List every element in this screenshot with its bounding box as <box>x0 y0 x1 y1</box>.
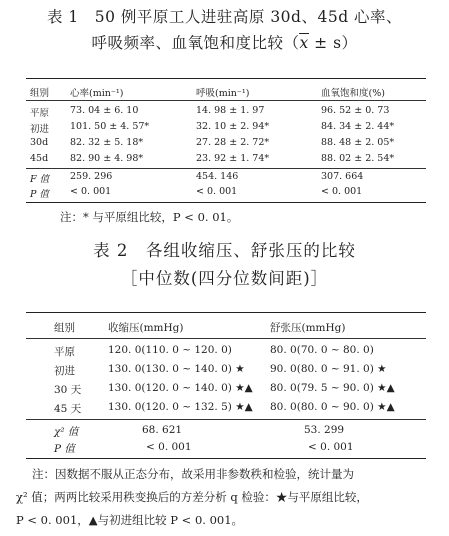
table1-row-group: 30d <box>30 137 49 148</box>
table1-header-group: 组别 <box>30 88 50 99</box>
table2-title-line1: 表 2 各组收缩压、舒张压的比较 <box>93 241 356 260</box>
mean-symbol: x <box>299 34 309 52</box>
table2-header-diastolic: 舒张压(mmHg) <box>270 322 346 334</box>
table2-row-cell: 80. 0(70. 0 ~ 80. 0) <box>270 344 374 356</box>
table1-header-rule <box>26 100 426 101</box>
table2-header-group: 组别 <box>54 322 75 334</box>
table2-row-cell: 90. 0(80. 0 ~ 91. 0) ★ <box>270 363 387 375</box>
table2-bottom-rule <box>26 458 426 459</box>
table2-stat-cell: < 0. 001 <box>146 441 192 453</box>
table1-top-rule <box>26 78 426 79</box>
table1-row-cell: 82. 90 ± 4. 98* <box>70 153 144 164</box>
table2-row-cell: 120. 0(110. 0 ~ 120. 0) <box>108 344 232 356</box>
table2-top-rule <box>26 312 426 313</box>
table2-header-systolic: 收缩压(mmHg) <box>108 322 184 334</box>
table2-stat-cell: < 0. 001 <box>308 441 354 453</box>
table1-row-cell: 88. 48 ± 2. 05* <box>321 137 395 148</box>
table1-header-spo2: 血氧饱和度(%) <box>321 88 385 99</box>
table1-row-cell: 27. 28 ± 2. 72* <box>196 137 270 148</box>
table1-stat-cell: < 0. 001 <box>196 186 238 197</box>
table1-row-cell: 84. 34 ± 2. 44* <box>321 121 395 132</box>
table1-row-group: 平原 <box>30 108 50 119</box>
table1-row-cell: 101. 50 ± 4. 57* <box>70 121 150 132</box>
table2-stat-label: χ² 值 <box>54 426 79 438</box>
table2-title-line2: ［中位数(四分位数间距)］ <box>120 269 329 288</box>
table1-row-cell: 88. 02 ± 2. 54* <box>321 153 395 164</box>
table1-title-line2-pre: 呼吸频率、血氧饱和度比较（ <box>91 34 300 52</box>
table1-note: 注：* 与平原组比较，P < 0. 01。 <box>60 210 239 224</box>
table2-row-group: 初进 <box>54 365 75 377</box>
table2-stat-label: P 值 <box>54 443 75 455</box>
table2-stat-rule <box>26 419 426 420</box>
table1-row-cell: 73. 04 ± 6. 10 <box>70 105 139 116</box>
table2-header-rule <box>26 338 426 339</box>
table1-title-line1: 表 1 50 例平原工人进驻高原 30d、45d 心率、 <box>46 8 403 26</box>
table2-row-cell: 80. 0(79. 5 ~ 90. 0) ★▲ <box>270 382 395 394</box>
table1-stat-label: P 值 <box>30 189 49 200</box>
table1-stat-cell: 259. 296 <box>70 171 113 182</box>
table2-row-cell: 130. 0(130. 0 ~ 140. 0) ★ <box>108 363 245 375</box>
table2-note-line3: P < 0. 001，▲与初进组比较 P < 0. 001。 <box>16 513 244 527</box>
table2-note-line2: χ² 值；两两比较采用秩变换后的方差分析 q 检验：★与平原组比较， <box>16 490 368 504</box>
table1-stat-cell: < 0. 001 <box>70 186 112 197</box>
table1-header-respiration: 呼吸(min⁻¹) <box>196 88 250 99</box>
table1-row-group: 45d <box>30 153 49 164</box>
table2-stat-cell: 53. 299 <box>304 424 345 436</box>
table1-stat-cell: 307. 664 <box>321 171 364 182</box>
table1-row-cell: 23. 92 ± 1. 74* <box>196 153 270 164</box>
table1-stat-cell: 454. 146 <box>196 171 239 182</box>
table1-row-group: 初进 <box>30 124 50 135</box>
table2-row-group: 30 天 <box>54 384 82 396</box>
table2-row-cell: 130. 0(120. 0 ~ 140. 0) ★▲ <box>108 382 253 394</box>
table1-bottom-rule <box>26 202 426 203</box>
table2-row-group: 45 天 <box>54 403 82 415</box>
table2-row-cell: 80. 0(80. 0 ~ 90. 0) ★▲ <box>270 401 395 413</box>
table2-row-cell: 130. 0(120. 0 ~ 132. 5) ★▲ <box>108 401 253 413</box>
table1-stat-rule <box>26 168 426 169</box>
table1-stat-cell: < 0. 001 <box>321 186 363 197</box>
table1-row-cell: 14. 98 ± 1. 97 <box>196 105 265 116</box>
table1-row-cell: 32. 10 ± 2. 94* <box>196 121 270 132</box>
table2-stat-cell: 68. 621 <box>142 424 183 436</box>
table2-row-group: 平原 <box>54 346 75 358</box>
table1-stat-label: F 值 <box>30 174 50 185</box>
table1-row-cell: 82. 32 ± 5. 18* <box>70 137 144 148</box>
table2-note-line1: 注：因数据不服从正态分布，故采用非参数秩和检验，统计量为 <box>32 467 354 481</box>
table1-title-line2 <box>0 31 449 53</box>
table1-header-heart-rate: 心率(min⁻¹) <box>70 88 124 99</box>
table1-row-cell: 96. 52 ± 0. 73 <box>321 105 390 116</box>
table1-title-line2-post: ± s） <box>308 34 358 52</box>
